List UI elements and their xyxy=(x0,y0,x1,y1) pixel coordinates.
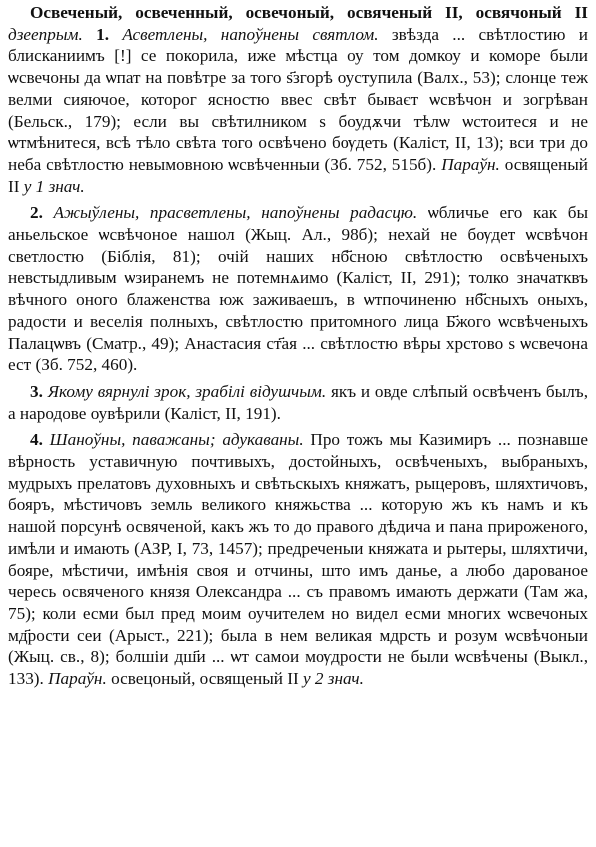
sense-number: 2. xyxy=(30,203,43,223)
sense-definition: Ажыўлены, прасветлены, напоўнены радасцю. xyxy=(42,203,418,223)
sense-reference: у 1 знач. xyxy=(23,176,85,196)
sense-3-paragraph xyxy=(8,381,588,424)
sense-number: 1. xyxy=(96,24,109,44)
dictionary-entry xyxy=(8,2,588,695)
part-of-speech: дзеепрым. xyxy=(8,24,97,44)
parallels-label: Параўн. xyxy=(441,154,500,174)
parallels-label: Параўн. xyxy=(48,669,107,689)
sense-citations: Про тожъ мы Казимиръ ... познавше вѣрность уставичную почтивыхъ, достойныхъ, освѣченыхъ, выбраныхъ, мудрыхъ прелатовъ духовныхъ и свѣтьскыхъ княжатъ, рыцеровъ, шляхтичовъ, бояръ, мѣстичовъ земль великого княжьства ... которую жъ къ намъ и къ нашой порсунѣ освяченой, какъ жъ то до правого дѣдича и пана прироженого, имѣли и имають (АЗР, I, 73, 1457); предреченыи княжата и рытеры, шляхтичи, бояре, мѣстичи, имѣнія своя и отчины, што имъ данье, а любо дарованое чересь освяченого князя Олександра ... съ правомъ имають держати (Там жа, 75); коли есми был пред моим оучителем но видел есми многих ѡсвечоных мд҃рости сеи (Арыст., 221); была в нем великая мдрсть и розум ѡсвѣчоныи (Жыц. св., 8); болшіи дш҃и ... ѡт самои мѹдрости не были ѡсвѣчены (Выкл., 133). xyxy=(8,430,588,689)
sense-citations: якъ и овде слѣпый освѣченъ былъ, а народове оувѣрили (Каліст, II, 191). xyxy=(8,381,588,423)
sense-definition: Шаноўны, паважаны; адукаваны. xyxy=(42,430,304,450)
sense-reference: у 2 знач. xyxy=(302,669,364,689)
headword: Освеченый, освеченный, освечоный, освяченый II, освячоный II xyxy=(30,3,588,22)
sense-4-paragraph xyxy=(8,429,588,689)
sense-citations: звѣзда ... свѣтлостию и блисканиимъ [!] се покорила, иже мѣстца оу том домкоу и коморе были ѡсвечоны да ѡпат на повѣтре за того ѕ҃згорѣ оуступила (Валх., 53); слонце теж велми сияючое, которог ясностю ввес свѣт бываєт ѡсвѣчон и зогрѣван (Бельск., 179); если вы свѣтилником ѕ боудѫчи тѣлѡ ѡстоитеся и не ѡтмѣнитеся, всѣ тѣло свѣта того освѣчено бѹдеть (Каліст, II, 13); вси три до неба свѣтлостю невымовною ѡсвѣченныи (Зб. 752, 515б). xyxy=(8,24,588,174)
sense-number: 4. xyxy=(30,430,43,450)
parallels: освецоный, освященый II xyxy=(106,669,303,689)
sense-number: 3. xyxy=(30,381,43,401)
sense-2-paragraph xyxy=(8,202,588,376)
sense-citations: ѡбличье его как бы аньельское ѡсвѣчоное нашол (Жыц. Ал., 98б); нехай не бѹдет ѡсвѣчон светлостю (Біблія, 81); очій наших нб҃сною свѣтлостю освѣченыхъ невстыдливым ѡзиранемъ не потемнѧимо (Каліст, II, 291); толко значатквъ вѣчного оного блаженства юж заживаешъ, в ѡтпочиненю нб҃сныхъ оныхъ, радости и веселія полныхъ, свѣтлостю притомного лица Б҃жого ѡсвѣченыхъ Палацѡвъ (Сматр., 49); Анастасия ст҃ая ... свѣтлостю вѣры хрстово ѕ ѡсвечона ест (Зб. 752, 460). xyxy=(8,203,588,375)
sense-1-paragraph xyxy=(8,2,588,197)
parallels: освященый II xyxy=(8,154,588,196)
sense-definition: Якому вярнулі зрок, зрабілі відушчым. xyxy=(42,381,327,401)
sense-definition: Асветлены, напоўнены святлом. xyxy=(108,24,379,44)
